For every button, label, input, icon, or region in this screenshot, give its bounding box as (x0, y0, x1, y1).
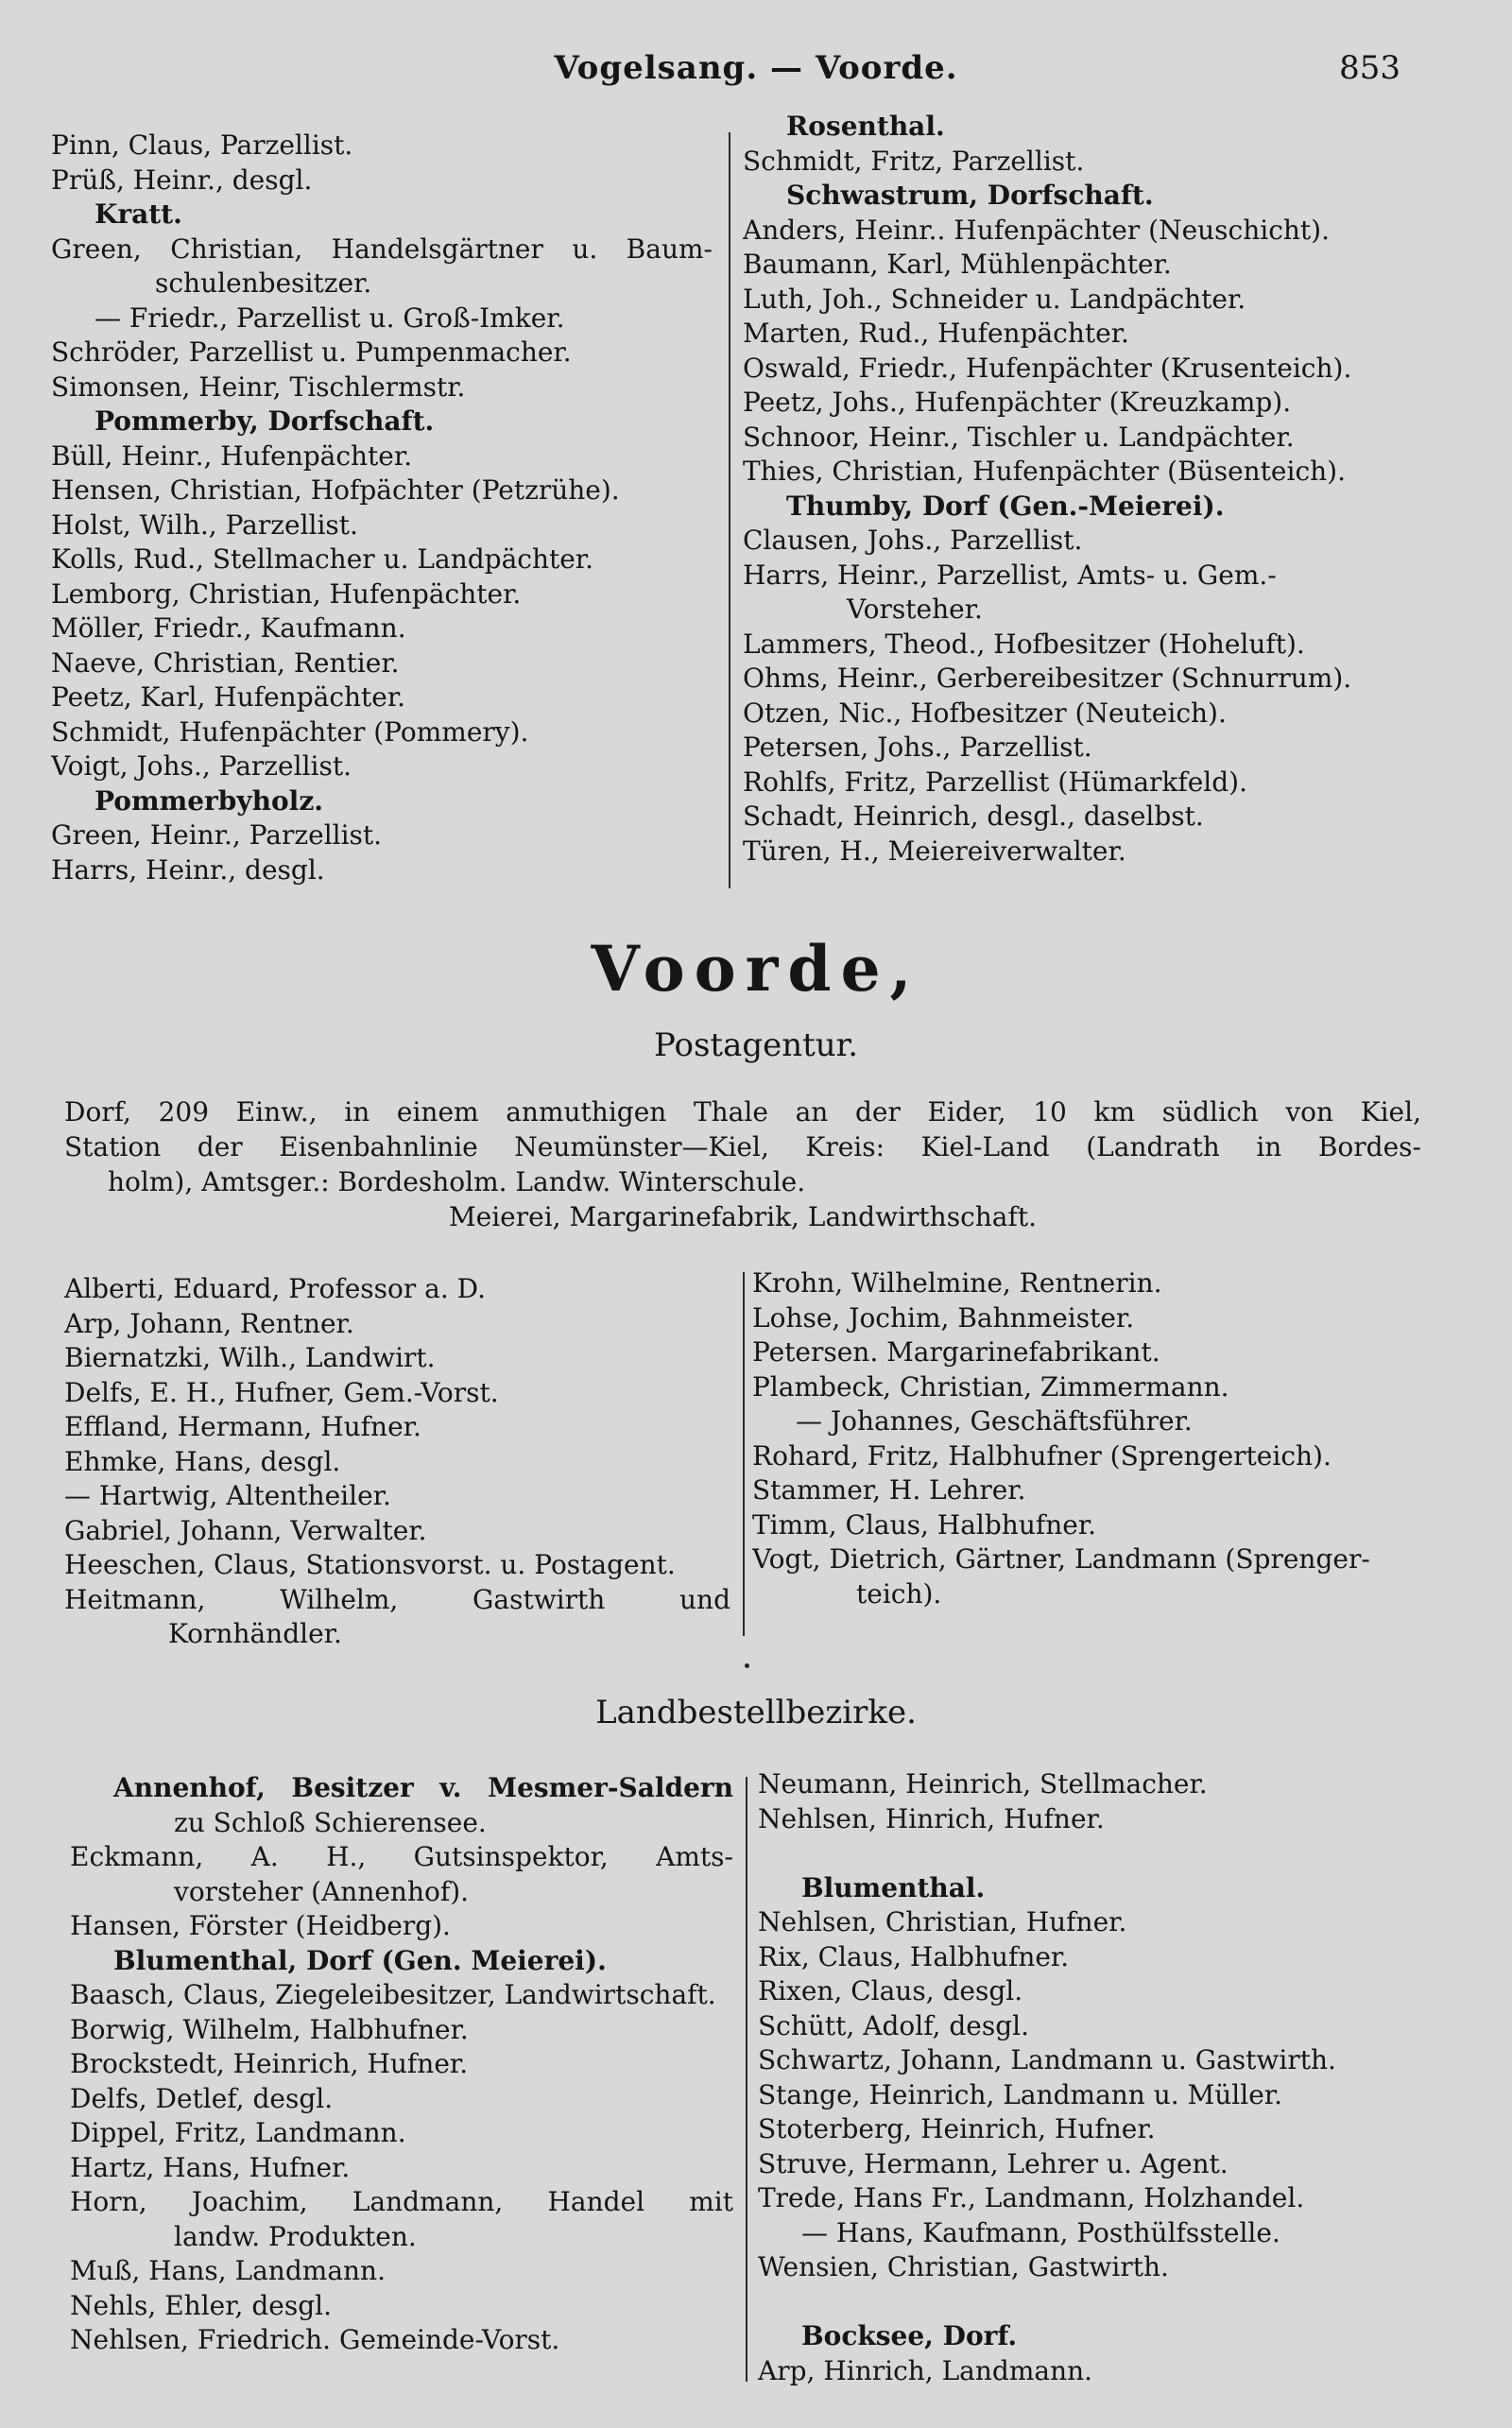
directory-entry: zu Schloß Schierensee. (174, 1806, 487, 1838)
directory-entry: Otzen, Nic., Hofbesitzer (Neuteich). (743, 697, 1227, 729)
top-right-column (743, 110, 1423, 869)
directory-entry (758, 1836, 1429, 1871)
directory-entry: Luth, Joh., Schneider u. Landpächter. (743, 283, 1246, 315)
directory-entry: Vogt, Dietrich, Gärtner, Landmann (Sprenger- (752, 1543, 1370, 1575)
directory-entry: Rohard, Fritz, Halbhufner (Sprengerteich). (752, 1439, 1332, 1472)
top-left-column (51, 129, 713, 887)
directory-entry: Borwig, Wilhelm, Halbhufner. (70, 2013, 469, 2045)
directory-entry: Stange, Heinrich, Landmann u. Müller. (758, 2078, 1282, 2110)
directory-entry: Hartz, Hans, Hufner. (70, 2151, 351, 2183)
directory-entry: Baasch, Claus, Ziegeleibesitzer, Landwirtschaft. (70, 1979, 716, 2010)
locality-heading: Pommerbyholz. (94, 784, 323, 817)
page-number: 853 (1339, 49, 1400, 87)
directory-entry: Schmidt, Fritz, Parzellist. (743, 145, 1085, 177)
directory-entry: Delfs, E. H., Hufner, Gem.-Vorst. (64, 1376, 499, 1408)
directory-entry: schulenbesitzer. (155, 267, 372, 299)
directory-entry: Clausen, Johs., Parzellist. (743, 525, 1083, 556)
directory-entry: Heeschen, Claus, Stationsvorst. u. Postagent. (64, 1549, 676, 1580)
directory-entry: landw. Produkten. (174, 2220, 417, 2252)
column-divider (743, 1272, 745, 1636)
directory-entry: Green, Heinr., Parzellist. (51, 819, 383, 851)
directory-entry: Nehlsen, Friedrich. Gemeinde-Vorst. (70, 2324, 560, 2355)
description-line: Meierei, Margarinefabrik, Landwirthschaft. (448, 1201, 1037, 1232)
directory-entry: — Friedr., Parzellist u. Groß-Imker. (94, 301, 565, 334)
directory-entry: Heitmann, Wilhelm, Gastwirth und (64, 1583, 730, 1615)
directory-entry: Lemborg, Christian, Hufenpächter. (51, 577, 522, 610)
directory-entry: Kolls, Rud., Stellmacher u. Landpächter. (51, 543, 594, 575)
directory-entry: — Johannes, Geschäftsführer. (796, 1405, 1193, 1437)
directory-entry: Stammer, H. Lehrer. (752, 1474, 1026, 1506)
directory-entry: Horn, Joachim, Landmann, Handel mit (70, 2186, 733, 2217)
directory-entry: Nehlsen, Christian, Hufner. (758, 1906, 1127, 1937)
directory-entry: Schwartz, Johann, Landmann u. Gastwirth. (758, 2044, 1336, 2075)
directory-entry: Büll, Heinr., Hufenpächter. (51, 439, 413, 472)
directory-entry: Naeve, Christian, Rentier. (51, 646, 400, 679)
directory-entry: Petersen, Johs., Parzellist. (743, 732, 1092, 763)
directory-entry: Vorsteher. (847, 594, 983, 625)
directory-entry: Trede, Hans Fr., Landmann, Holzhandel. (758, 2182, 1305, 2213)
directory-entry: Lammers, Theod., Hofbesitzer (Hoheluft). (743, 628, 1305, 660)
resident-column-right (752, 1266, 1433, 1611)
locality-heading: Annenhof, Besitzer v. Mesmer-Saldern (113, 1772, 733, 1803)
directory-entry: Marten, Rud., Hufenpächter. (743, 318, 1129, 349)
directory-entry: Arp, Johann, Rentner. (64, 1307, 354, 1339)
directory-entry: Schnoor, Heinr., Tischler u. Landpächter. (743, 421, 1295, 453)
directory-entry: Pinn, Claus, Parzellist. (51, 129, 353, 161)
directory-entry: Holst, Wilh., Parzellist. (51, 508, 358, 541)
directory-entry: Peetz, Johs., Hufenpächter (Kreuzkamp). (743, 387, 1292, 418)
directory-entry: Prüß, Heinr., desgl. (51, 164, 313, 196)
locality-heading: Thumby, Dorf (Gen.-Meierei). (786, 490, 1225, 522)
directory-entry: — Hans, Kaufmann, Posthülfsstelle. (801, 2216, 1280, 2248)
locality-heading: Rosenthal. (786, 111, 945, 142)
directory-entry: Ehmke, Hans, desgl. (64, 1445, 341, 1477)
directory-entry: Muß, Hans, Landmann. (70, 2255, 386, 2286)
directory-entry: Green, Christian, Handelsgärtner u. Baum- (51, 232, 713, 265)
directory-entry: Voigt, Johs., Parzellist. (51, 750, 352, 782)
directory-entry: Delfs, Detlef, desgl. (70, 2082, 334, 2114)
directory-entry: Petersen. Margarinefabrikant. (752, 1336, 1160, 1368)
running-header: Vogelsang. — Voorde. (554, 49, 958, 87)
directory-entry: Lohse, Jochim, Bahnmeister. (752, 1301, 1135, 1334)
directory-entry: Brockstedt, Heinrich, Hufner. (70, 2048, 469, 2079)
directory-entry: Rixen, Claus, desgl. (758, 1975, 1023, 2006)
locality-heading: Blumenthal, Dorf (Gen. Meierei). (113, 1944, 607, 1976)
directory-entry: Schadt, Heinrich, desgl., daselbst. (743, 801, 1204, 832)
description-line: Dorf, 209 Einw., in einem anmuthigen Thale an der Eider, 10 km südlich von Kiel, (64, 1096, 1421, 1128)
directory-entry (758, 2285, 1429, 2320)
directory-entry: Ohms, Heinr., Gerbereibesitzer (Schnurrum). (743, 663, 1352, 694)
directory-entry: teich). (856, 1577, 942, 1610)
directory-entry: Nehlsen, Hinrich, Hufner. (758, 1802, 1105, 1834)
place-description (64, 1094, 1421, 1234)
directory-entry: Neumann, Heinrich, Stellmacher. (758, 1768, 1208, 1799)
section-heading: Landbestellbezirke. (595, 1694, 917, 1731)
directory-entry: Möller, Friedr., Kaufmann. (51, 612, 406, 644)
directory-entry: Harrs, Heinr., desgl. (51, 853, 325, 886)
directory-entry: Rohlfs, Fritz, Parzellist (Hümarkfeld). (743, 766, 1248, 798)
locality-heading: Pommerby, Dorfschaft. (94, 405, 435, 437)
directory-entry: Harrs, Heinr., Parzellist, Amts- u. Gem.- (743, 559, 1277, 591)
directory-entry: Wensien, Christian, Gastwirth. (758, 2251, 1169, 2282)
directory-entry: Alberti, Eduard, Professor a. D. (64, 1273, 487, 1304)
directory-entry: Oswald, Friedr., Hufenpächter (Krusenteich). (743, 352, 1352, 384)
column-divider (729, 132, 730, 888)
directory-entry: Gabriel, Johann, Verwalter. (64, 1514, 427, 1546)
district-column-right (758, 1767, 1429, 2388)
directory-entry: Eckmann, A. H., Gutsinspektor, Amts- (70, 1841, 733, 1872)
directory-entry: Biernatzki, Wilh., Landwirt. (64, 1342, 436, 1373)
place-subtitle: Postagentur. (653, 1026, 859, 1064)
description-line: holm), Amtsger.: Bordesholm. Landw. Winterschule. (108, 1166, 806, 1197)
directory-entry: Struve, Hermann, Lehrer u. Agent. (758, 2147, 1228, 2179)
directory-entry: Schütt, Adolf, desgl. (758, 2009, 1029, 2041)
directory-entry: Effland, Hermann, Hufner. (64, 1411, 421, 1442)
description-line: Station der Eisenbahnlinie Neumünster—Kiel, Kreis: Kiel-Land (Landrath in Bordes- (64, 1131, 1421, 1162)
directory-entry: Simonsen, Heinr, Tischlermstr. (51, 370, 466, 403)
directory-entry: Peetz, Karl, Hufenpächter. (51, 681, 406, 713)
directory-entry: Arp, Hinrich, Landmann. (758, 2354, 1093, 2386)
directory-entry: Dippel, Fritz, Landmann. (70, 2117, 406, 2148)
column-divider (746, 1777, 747, 2382)
district-column-left (70, 1771, 733, 2358)
directory-entry: Plambeck, Christian, Zimmermann. (752, 1370, 1229, 1403)
locality-heading: Kratt. (94, 198, 182, 230)
directory-entry: Stoterberg, Heinrich, Hufner. (758, 2113, 1156, 2144)
directory-entry: Krohn, Wilhelmine, Rentnerin. (752, 1267, 1162, 1299)
directory-entry: — Hartwig, Altentheiler. (64, 1480, 391, 1511)
locality-heading: Blumenthal. (801, 1871, 986, 1903)
place-title: Voorde, (591, 932, 921, 1006)
directory-entry: Nehls, Ehler, desgl. (70, 2289, 332, 2321)
directory-entry: Rix, Claus, Halbhufner. (758, 1940, 1070, 1972)
directory-entry: Kornhändler. (168, 1618, 342, 1649)
directory-entry: Thies, Christian, Hufenpächter (Büsenteich). (743, 456, 1346, 487)
directory-entry: Schröder, Parzellist u. Pumpenmacher. (51, 336, 572, 368)
locality-heading: Schwastrum, Dorfschaft. (786, 180, 1154, 211)
resident-column-left (64, 1272, 730, 1652)
ink-dot (745, 1663, 749, 1668)
directory-entry: Schmidt, Hufenpächter (Pommery). (51, 715, 529, 748)
directory-entry: Türen, H., Meiereiverwalter. (743, 835, 1126, 867)
directory-entry: Timm, Claus, Halbhufner. (752, 1508, 1097, 1541)
directory-entry: Hensen, Christian, Hofpächter (Petzrühe). (51, 474, 620, 506)
locality-heading: Bocksee, Dorf. (801, 2320, 1018, 2351)
directory-entry: Baumann, Karl, Mühlenpächter. (743, 249, 1172, 280)
directory-entry: vorsteher (Annenhof). (174, 1875, 470, 1907)
directory-entry: Anders, Heinr.. Hufenpächter (Neuschicht). (743, 214, 1331, 246)
directory-entry: Hansen, Förster (Heidberg). (70, 1910, 451, 1941)
